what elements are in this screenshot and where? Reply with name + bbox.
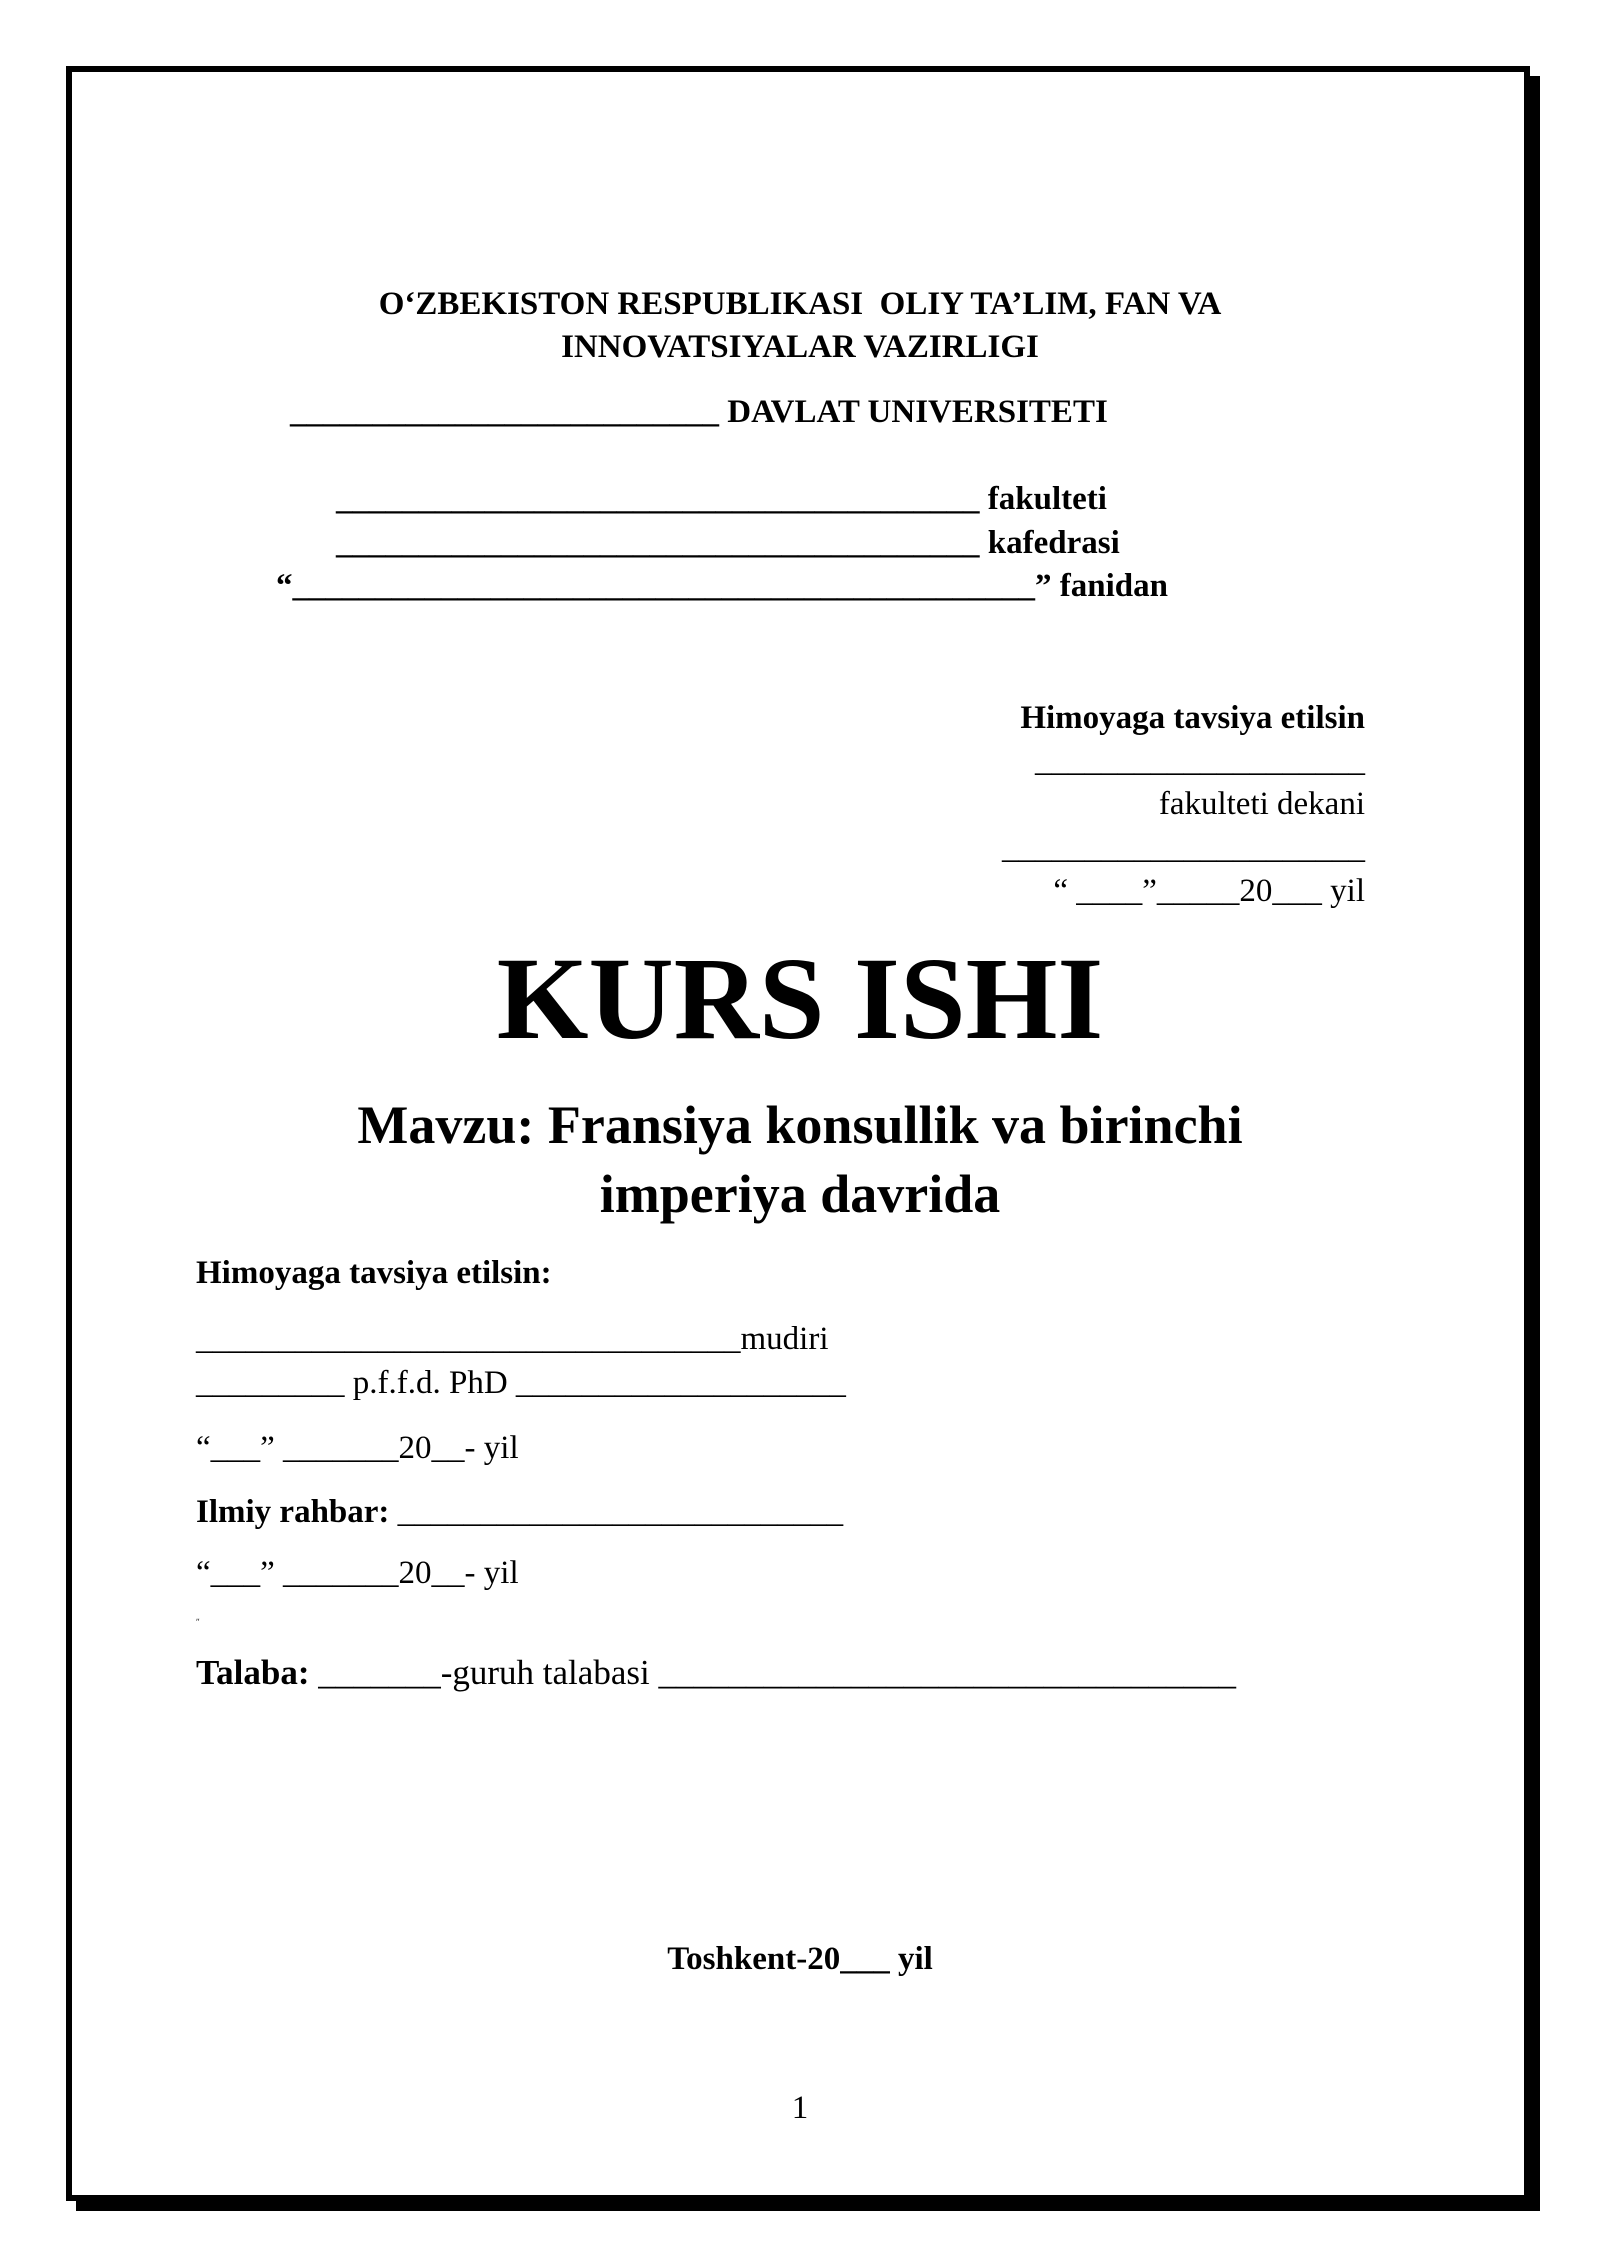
- dean-signature-line: ______________________: [1002, 830, 1365, 866]
- document-type-title: KURS ISHI: [496, 933, 1104, 1064]
- ministry-line-2: INNOVATSIYALAR VAZIRLIGI: [561, 329, 1039, 365]
- approval-title: Himoyaga tavsiya etilsin: [1020, 700, 1365, 736]
- approval-date: “ ____”_____20___ yil: [1053, 873, 1365, 909]
- ministry-line-1: O‘ZBEKISTON RESPUBLIKASI OLIY TA’LIM, FAN VA: [378, 286, 1222, 322]
- degree-line: _________ p.f.f.d. PhD ____________________: [196, 1365, 846, 1401]
- recommend-title: Himoyaga tavsiya etilsin:: [196, 1255, 552, 1291]
- topic-line-1: Mavzu: Fransiya konsullik va birinchi: [357, 1095, 1243, 1155]
- student-label: Talaba:: [196, 1653, 310, 1692]
- date-line-2: “___” _______20__- yil: [196, 1555, 519, 1591]
- city-year: Toshkent-20___ yil: [667, 1941, 933, 1977]
- page-number: 1: [791, 2090, 809, 2126]
- student-group-line: _______-guruh talabasi _________________________________: [309, 1653, 1236, 1692]
- university-line: __________________________ DAVLAT UNIVERSITETI: [290, 394, 1108, 430]
- student-row: [196, 1655, 1236, 1690]
- small-mark: ʺ: [196, 1617, 200, 1627]
- supervisor-signature-line: ___________________________: [389, 1494, 844, 1530]
- supervisor-row: [196, 1496, 843, 1529]
- topic-line-2: imperiya davrida: [599, 1164, 1001, 1224]
- dean-label: fakulteti dekani: [1158, 786, 1365, 822]
- subject-line: “_____________________________________________” fanidan: [276, 568, 1168, 604]
- approval-signature-line: ____________________: [1035, 743, 1365, 779]
- date-line-1: “___” _______20__- yil: [196, 1430, 519, 1466]
- faculty-line: _______________________________________ fakulteti: [336, 481, 1107, 517]
- department-line: _______________________________________ kafedrasi: [336, 525, 1120, 561]
- supervisor-label: Ilmiy rahbar:: [196, 1494, 390, 1530]
- head-signature-line: _________________________________mudiri: [196, 1321, 829, 1357]
